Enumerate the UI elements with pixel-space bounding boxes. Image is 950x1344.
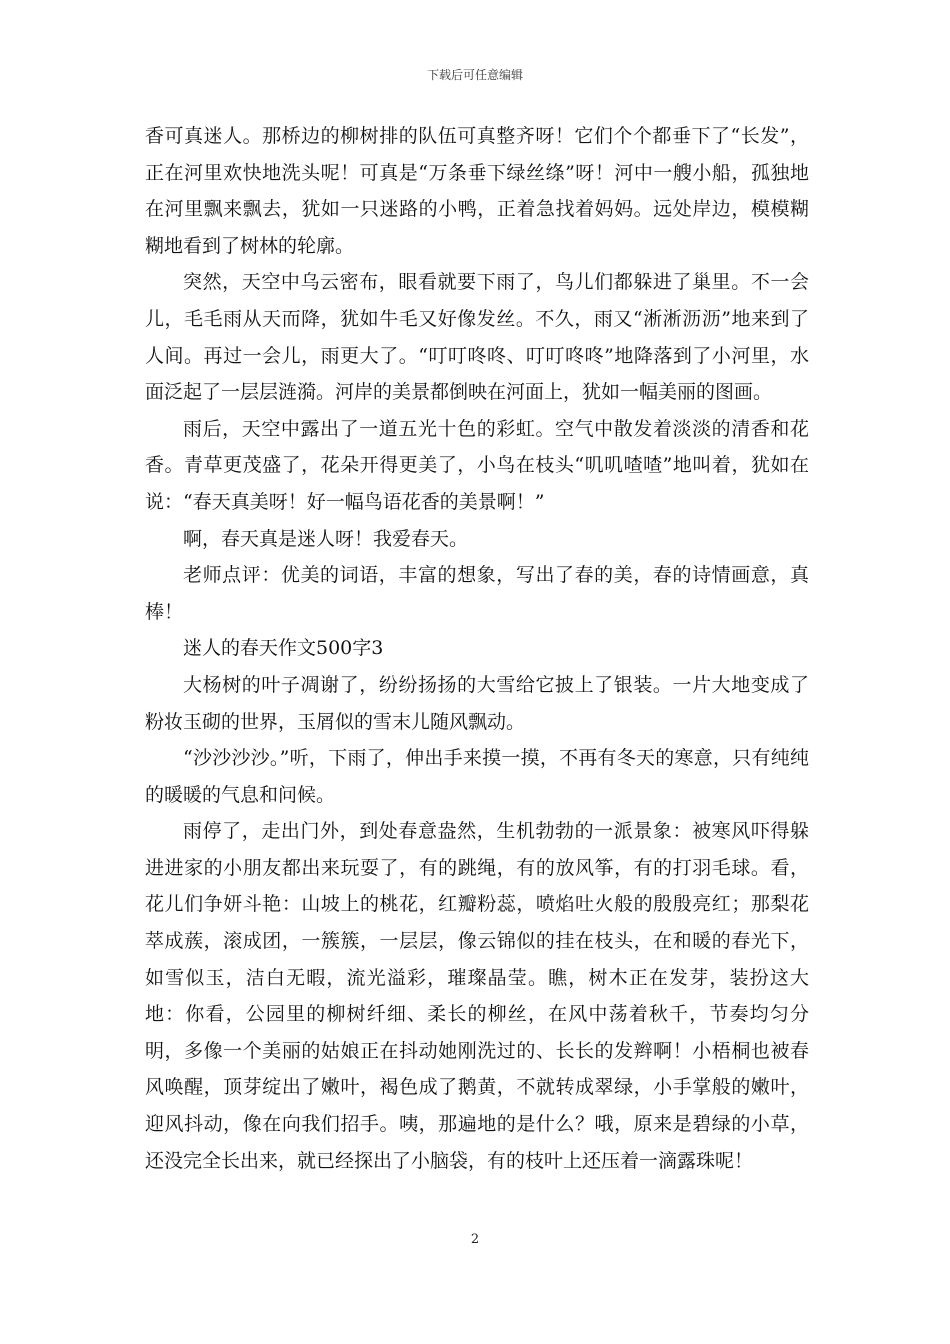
paragraph-3: 雨后，天空中露出了一道五光十色的彩虹。空气中散发着淡淡的清香和花香。青草更茂盛了，花朵开得更美了，小鸟在枝头“叽叽喳喳”地叫着，犹如在说：“春天真美呀！好一幅鸟语花香的美景啊！”: [145, 417, 809, 513]
paragraph-4: 啊，春天真是迷人呀！我爱春天。: [183, 527, 469, 550]
page-number: 2: [470, 1232, 480, 1247]
section-title: 迷人的春天作文500字3: [183, 637, 384, 660]
paragraph-8: “沙沙沙沙。”听，下雨了，伸出手来摸一摸，不再有冬天的寒意，只有纯纯的暖暖的气息和问候。: [145, 747, 809, 806]
paragraph-9: 雨停了，走出门外，到处春意盎然，生机勃勃的一派景象：被寒风吓得躲进进家的小朋友都出来玩耍了，有的跳绳，有的放风筝，有的打羽毛球。看，花儿们争妍斗艳：山坡上的桃花，红瓣粉蕊，喷焰吐火般的殷殷亮红；那梨花萃成蔟，滚成团，一簇簇，一层层，像云锦似的挂在枝头，在和暖的春光下，如雪似玉，洁白无暇，流光溢彩，璀璨晶莹。瞧，树木正在发芽，装扮这大地：你看，公园里的柳树纤细、柔长的柳丝，在风中荡着秋千，节奏均匀分明，多像一个美丽的姑娘正在抖动她刚洗过的、长长的发辫啊！小梧桐也被春风唤醒，顶芽绽出了嫩叶，褐色成了鹅黄，不就转成翠绿，小手掌般的嫩叶，迎风抖动，像在向我们招手。咦，那遍地的是什么？哦，原来是碧绿的小草，还没完全长出来，就已经探出了小脑袋，有的枝叶上还压着一滴露珠呢！: [145, 820, 809, 1172]
paragraph-7: 大杨树的叶子凋谢了，纷纷扬扬的大雪给它披上了银装。一片大地变成了粉妆玉砌的世界，玉屑似的雪末儿随风飘动。: [145, 673, 809, 733]
paragraph-5-teacher-comment: 老师点评：优美的词语，丰富的想象，写出了春的美，春的诗情画意，真棒！: [145, 564, 809, 623]
page-header: 下载后可任意编辑: [426, 68, 523, 82]
paragraph-2: 突然，天空中乌云密布，眼看就要下雨了，鸟儿们都躲进了巢里。不一会儿，毛毛雨从天而降，犹如牛毛又好像发丝。不久，雨又“淅淅沥沥”地来到了人间。再过一会儿，雨更大了。“叮叮咚咚、叮叮咚咚”地降落到了小河里，水面泛起了一层层涟漪。河岸的美景都倒映在河面上，犹如一幅美丽的图画。: [145, 271, 809, 404]
paragraph-1: 香可真迷人。那桥边的柳树排的队伍可真整齐呀！它们个个都垂下了“长发”，正在河里欢快地洗头呢！可真是“万条垂下绿丝绦”呀！河中一艘小船，孤独地在河里飘来飘去，犹如一只迷路的小鸭，正着急找着妈妈。远处岸边，模模糊糊地看到了树林的轮廓。: [145, 125, 809, 257]
document-body: [145, 118, 809, 1179]
